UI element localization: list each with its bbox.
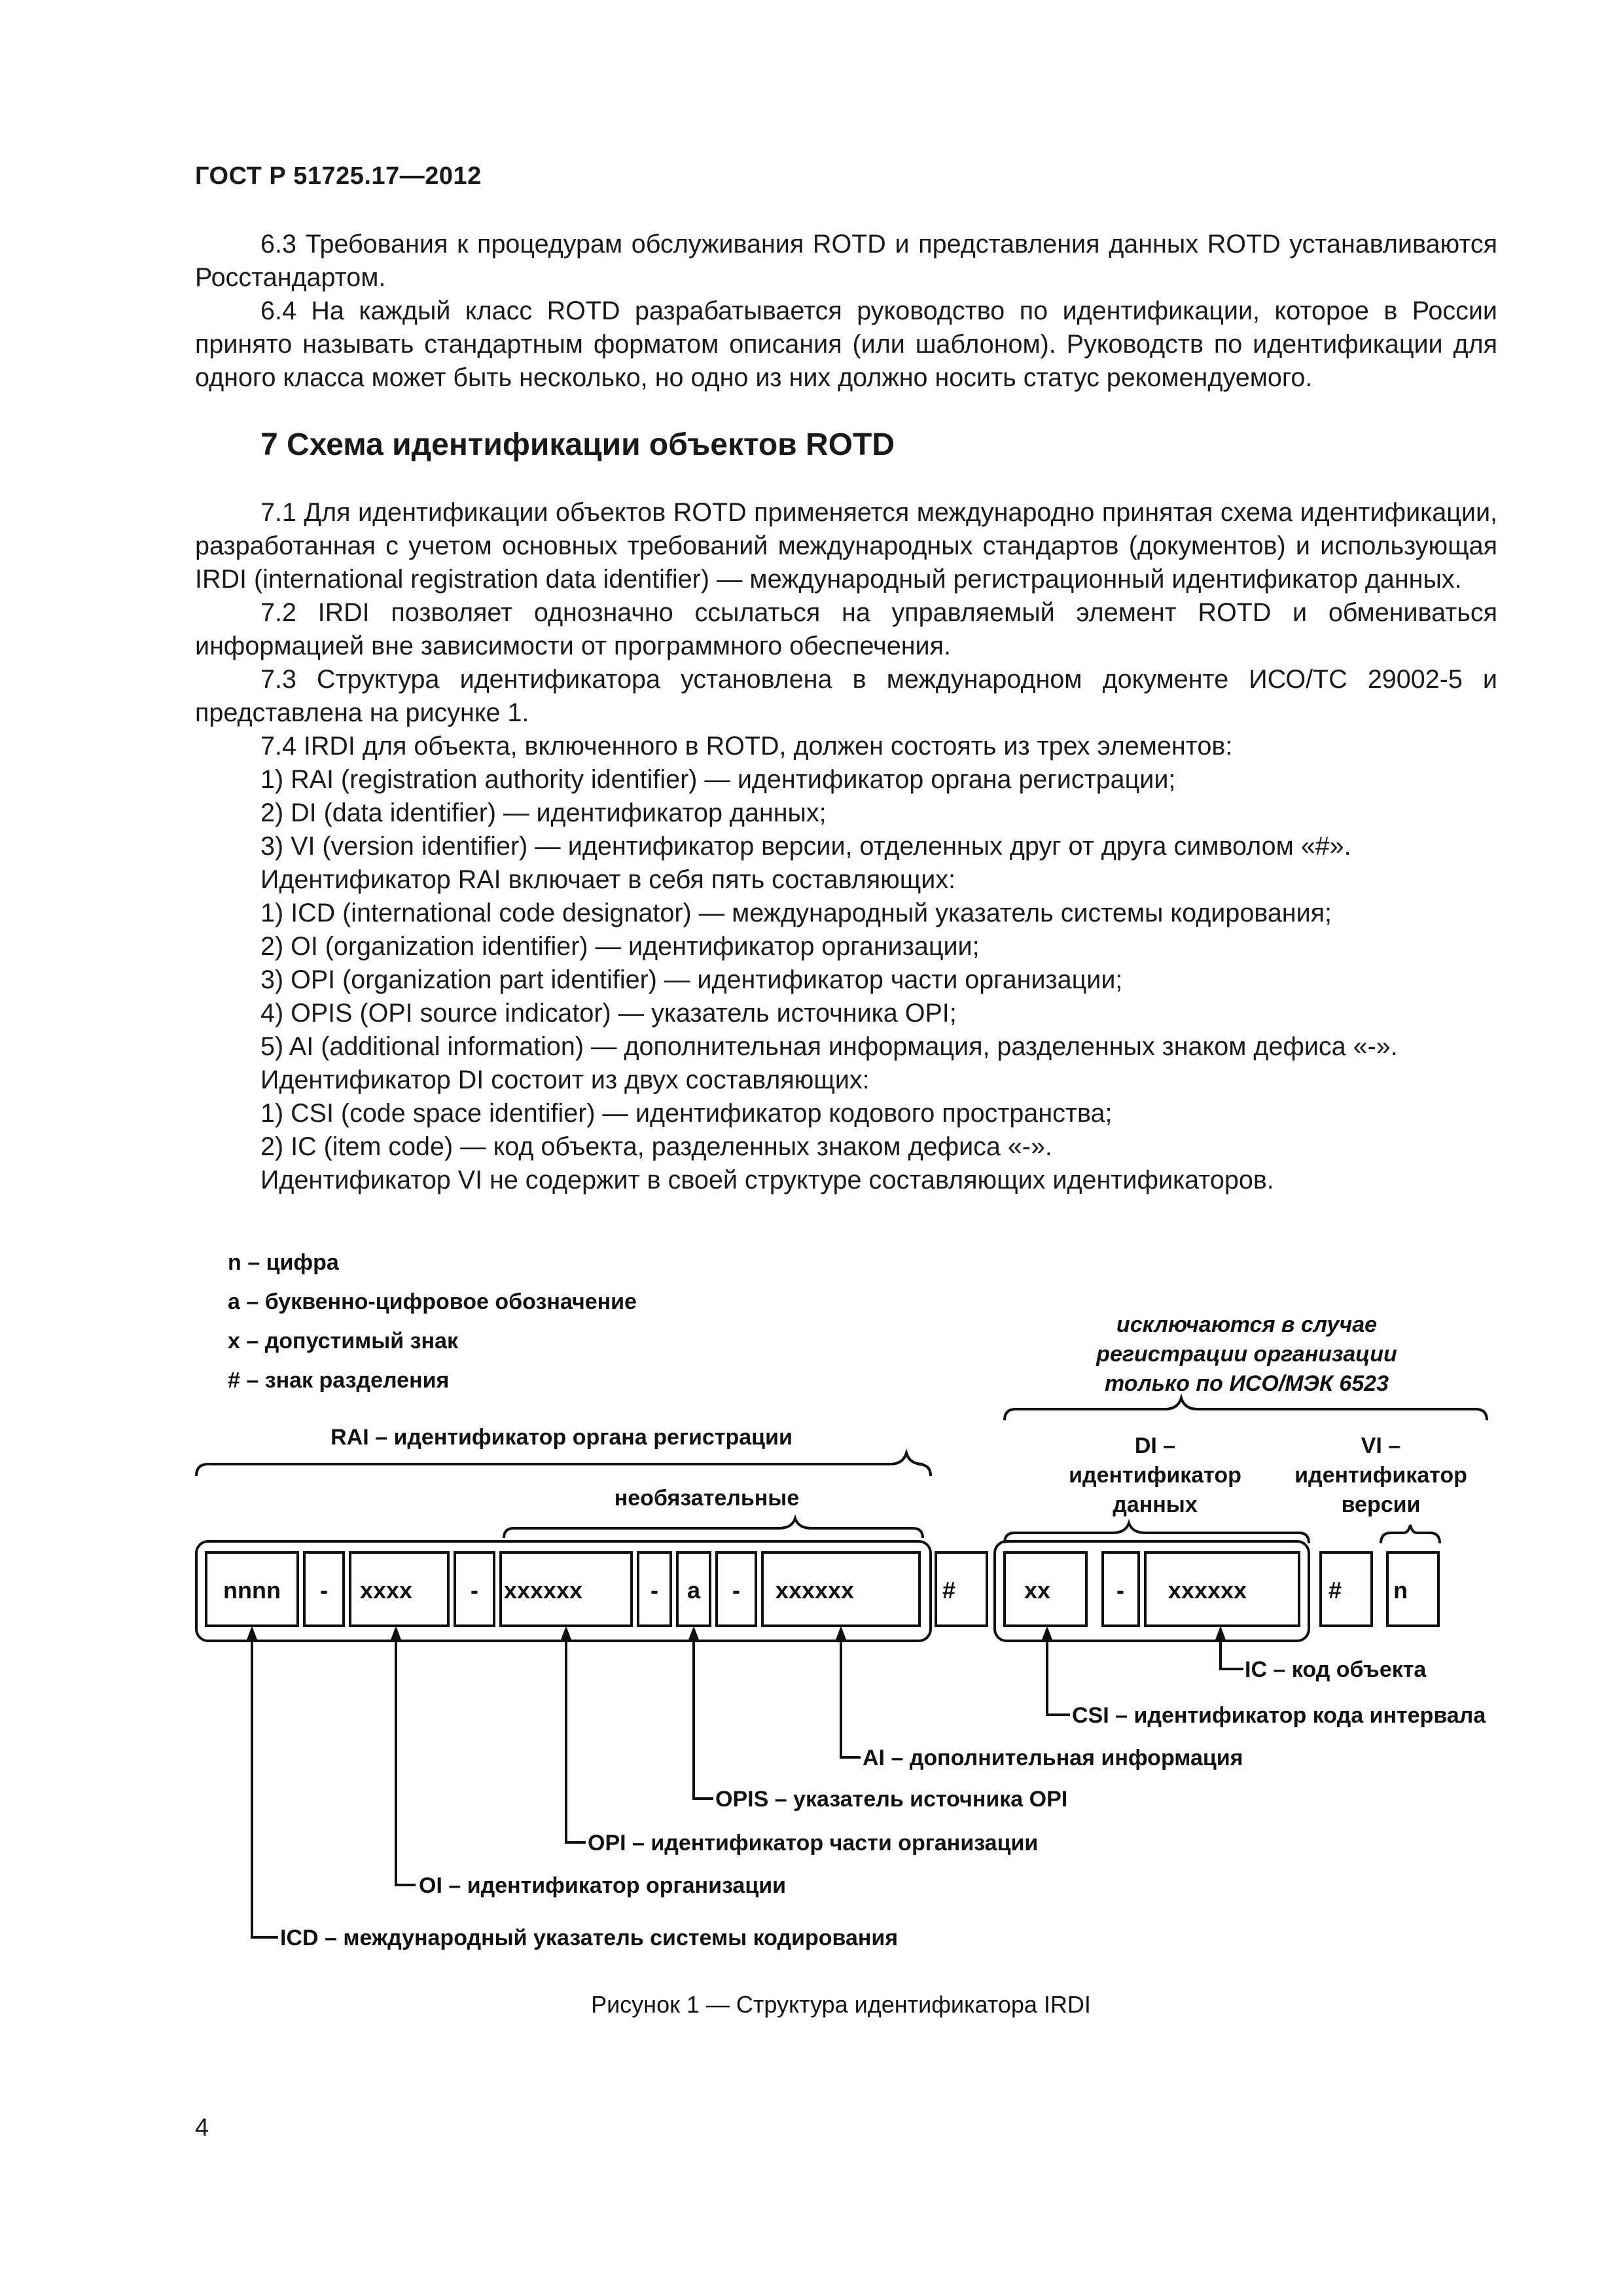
cell-separator-2: #: [1328, 1577, 1342, 1604]
excluded-note-line3: только по ИСО/МЭК 6523: [1105, 1371, 1389, 1396]
cell-dash-2: -: [471, 1577, 478, 1604]
paragraph-6-3: 6.3 Требования к процедурам обслуживания ROTD и представления данных ROTD устанавливаются Росстандартом.: [195, 230, 1497, 292]
section-7-line: 3) VI (version identifier) — идентификатор версии, отделенных друг от друга символом «#».: [260, 832, 1351, 861]
optional-label: необязательные: [614, 1486, 800, 1511]
di-label-line1: DI –: [1134, 1433, 1176, 1458]
vi-brace: [1381, 1525, 1440, 1543]
cell-dash-5: -: [1116, 1577, 1124, 1604]
cell-opis: a: [687, 1577, 701, 1604]
section-7-line: 7.4 IRDI для объекта, включенного в ROTD, должен состоять из трех элементов:: [260, 732, 1233, 761]
vi-label-line1: VI –: [1361, 1433, 1401, 1458]
legend-allowed-char: x – допустимый знак: [228, 1329, 459, 1354]
callout-icd: ICD – международный указатель системы кодирования: [280, 1926, 899, 1950]
section-7-line: 7.1 Для идентификации объектов ROTD применяется международно принятая схема идентификации, разработанная с учетом основных требований международных стандартов (документов) и использующая IRDI (international registration data identifier) — международный регистрационный идентификатор данных.: [195, 498, 1497, 594]
rai-label: RAI – идентификатор органа регистрации: [330, 1425, 793, 1450]
paragraphs-section-6: [195, 228, 1497, 395]
page-number: 4: [195, 2114, 209, 2142]
callout-opi: OPI – идентификатор части организации: [588, 1831, 1039, 1856]
legend-separator: # – знак разделения: [228, 1368, 450, 1393]
excluded-note-line1: исключаются в случае: [1116, 1312, 1378, 1337]
section-7-line: 7.2 IRDI позволяет однозначно ссылаться на управляемый элемент ROTD и обмениваться информацией вне зависимости от программного обеспечения.: [195, 598, 1497, 660]
cell-dash-4: -: [732, 1577, 740, 1604]
section-7-line: 3) OPI (organization part identifier) — идентификатор части организации;: [260, 965, 1123, 994]
rai-brace: [196, 1453, 931, 1476]
section-7-line: 2) DI (data identifier) — идентификатор данных;: [260, 798, 827, 827]
section-7-line: Идентификатор DI состоит из двух составляющих:: [260, 1066, 870, 1094]
cell-oi: xxxx: [359, 1577, 413, 1604]
callout-ai: AI – дополнительная информация: [863, 1746, 1243, 1770]
callout-opis: OPIS – указатель источника OPI: [715, 1787, 1068, 1812]
di-label-line2: идентификатор: [1069, 1463, 1241, 1488]
vi-label-line2: идентификатор: [1294, 1463, 1467, 1488]
section-7-line: 5) AI (additional information) — дополнительная информация, разделенных знаком дефиса «-».: [260, 1032, 1398, 1061]
optional-brace: [504, 1518, 923, 1538]
callout-oi: OI – идентификатор организации: [419, 1873, 787, 1898]
section-7-line: 2) OI (organization identifier) — идентификатор организации;: [260, 932, 980, 961]
section-7-line: Идентификатор RAI включает в себя пять составляющих:: [260, 865, 956, 894]
section-7-line: 1) RAI (registration authority identifier) — идентификатор органа регистрации;: [260, 765, 1176, 794]
arrowheads: [246, 1626, 1226, 1641]
cell-icd: nnnn: [223, 1577, 281, 1604]
section-7-line: 4) OPIS (OPI source indicator) — указатель источника OPI;: [260, 999, 957, 1028]
section-7-heading: 7 Схема идентификации объектов ROTD: [260, 427, 895, 462]
callout-ic: IC – код объекта: [1245, 1657, 1427, 1682]
section-7-line: 1) CSI (code space identifier) — идентификатор кодового пространства;: [260, 1099, 1113, 1128]
document-header: ГОСТ Р 51725.17—2012: [195, 162, 482, 190]
cell-vi: n: [1393, 1577, 1408, 1604]
cell-separator-1: #: [942, 1577, 956, 1604]
vi-label-line3: версии: [1341, 1492, 1421, 1517]
excluded-brace: [1005, 1398, 1487, 1420]
excluded-note-line2: регистрации организации: [1096, 1342, 1397, 1367]
cell-dash-1: -: [320, 1577, 328, 1604]
section-7-line: Идентификатор VI не содержит в своей структуре составляющих идентификаторов.: [260, 1166, 1274, 1194]
legend-alnum: a – буквенно-цифровое обозначение: [228, 1289, 637, 1314]
irdi-structure-figure: [0, 1230, 1623, 2049]
cell-ic: xxxxxx: [1168, 1577, 1247, 1604]
figure-caption: Рисунок 1 — Структура идентификатора IRDI: [591, 1991, 1091, 2018]
section-7-line: 1) ICD (international code designator) — международный указатель системы кодирования;: [260, 899, 1332, 927]
di-label-line3: данных: [1113, 1492, 1198, 1517]
section-7-line: 7.3 Структура идентификатора установлена в международном документе ИСО/ТС 29002-5 и представлена на рисунке 1.: [195, 665, 1497, 727]
cell-dash-3: -: [651, 1577, 658, 1604]
callout-csi: CSI – идентификатор кода интервала: [1072, 1703, 1486, 1728]
legend-digit: n – цифра: [228, 1250, 339, 1275]
section-7-line: 2) IC (item code) — код объекта, разделенных знаком дефиса «-».: [260, 1132, 1052, 1161]
cell-csi: xx: [1024, 1577, 1051, 1604]
paragraphs-section-7: [195, 496, 1497, 1197]
paragraph-6-4: 6.4 На каждый класс ROTD разрабатывается руководство по идентификации, которое в России принято называть стандартным форматом описания (или шаблоном). Руководств по идентификации для одного класса может быть несколько, но одно из них должно носить статус рекомендуемого.: [195, 296, 1497, 392]
cell-ai: xxxxxx: [775, 1577, 855, 1604]
cell-opi: xxxxxx: [503, 1577, 583, 1604]
